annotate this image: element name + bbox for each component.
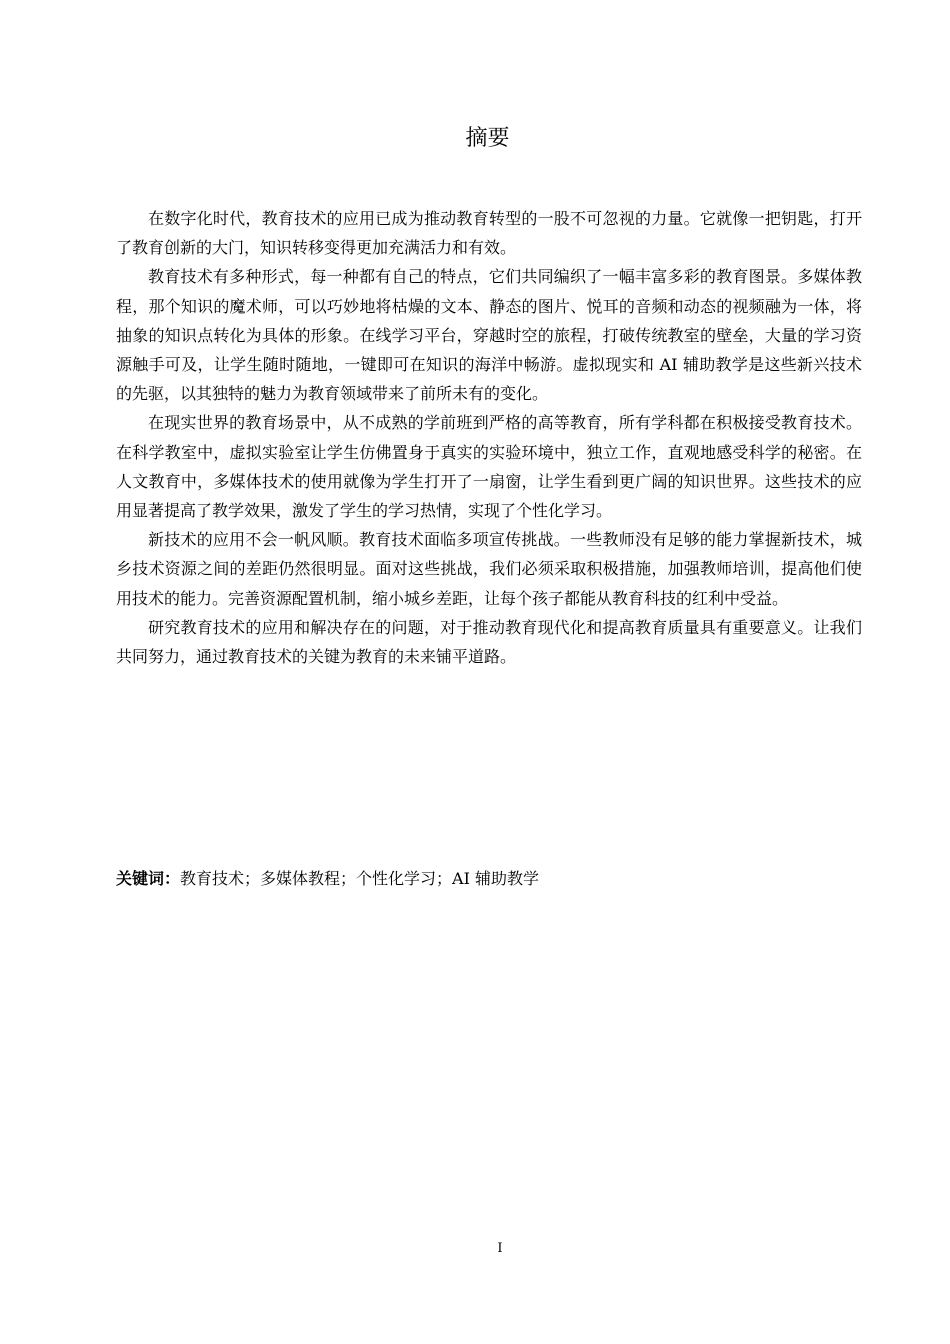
keywords-line	[116, 865, 862, 893]
keywords-text: 教育技术；多媒体教程；个性化学习；AI 辅助教学	[180, 869, 539, 888]
page-number: I	[497, 1241, 503, 1256]
abstract-body	[116, 204, 862, 671]
paragraph-3: 在现实世界的教育场景中，从不成熟的学前班到严格的高等教育，所有学科都在积极接受教育技术。在科学教室中，虚拟实验室让学生仿佛置身于真实的实验环境中，独立工作，直观地感受科学的秘密。在人文教育中，多媒体技术的使用就像为学生打开了一扇窗，让学生看到更广阔的知识世界。这些技术的应用显著提高了教学效果，激发了学生的学习热情，实现了个性化学习。	[116, 413, 862, 521]
paragraph-5: 研究教育技术的应用和解决存在的问题，对于推动教育现代化和提高教育质量具有重要意义。让我们共同努力，通过教育技术的关键为教育的未来铺平道路。	[116, 617, 862, 667]
keywords-label: 关键词：	[116, 869, 181, 888]
paragraph-2: 教育技术有多种形式，每一种都有自己的特点，它们共同编织了一幅丰富多彩的教育图景。多媒体教程，那个知识的魔术师，可以巧妙地将枯燥的文本、静态的图片、悦耳的音频和动态的视频融为一体，将抽象的知识点转化为具体的形象。在线学习平台，穿越时空的旅程，打破传统教室的壁垒，大量的学习资源触手可及，让学生随时随地，一键即可在知识的海洋中畅游。虚拟现实和 AI 辅助教学是这些新兴技术的先驱，以其独特的魅力为教育领域带来了前所未有的变化。	[116, 267, 862, 404]
paragraph-1: 在数字化时代，教育技术的应用已成为推动教育转型的一股不可忽视的力量。它就像一把钥匙，打开了教育创新的大门，知识转移变得更加充满活力和有效。	[116, 209, 862, 258]
paragraph-4: 新技术的应用不会一帆风顺。教育技术面临多项宣传挑战。一些教师没有足够的能力掌握新技术，城乡技术资源之间的差距仍然很明显。面对这些挑战，我们必须采取积极措施，加强教师培训，提高他们使用技术的能力。完善资源配置机制，缩小城乡差距，让每个孩子都能从教育科技的红利中受益。	[116, 530, 862, 608]
abstract-title: 摘要	[465, 126, 510, 151]
